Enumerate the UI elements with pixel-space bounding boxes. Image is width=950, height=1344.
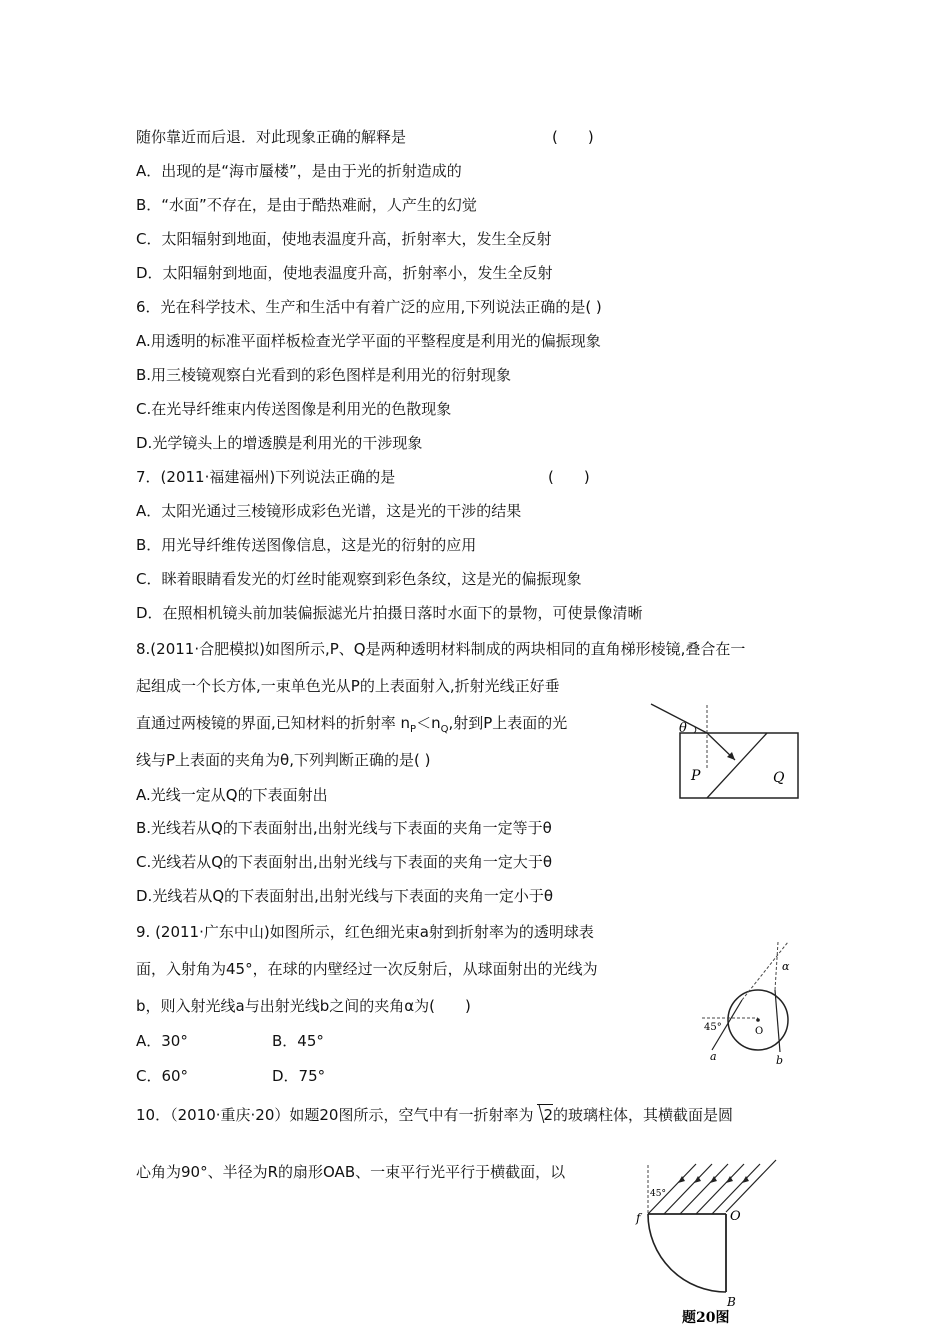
q6-option-a: A.用透明的标准平面样板检查光学平面的平整程度是利用光的偏振现象 xyxy=(136,332,601,350)
q10-angle-label: 45° xyxy=(650,1189,666,1199)
q7-stem: 7．(2011·福建福州)下列说法正确的是 xyxy=(136,468,396,486)
q9-alpha-label: α xyxy=(782,960,790,973)
q7-option-a: A．太阳光通过三棱镜形成彩色光谱，这是光的干涉的结果 xyxy=(136,502,522,520)
q8-stem-line2: 起组成一个长方体,一束单色光从P的上表面射入,折射光线正好垂 xyxy=(136,677,560,695)
q8-q-label: Q xyxy=(773,770,785,786)
q5-stem-tail: 随你靠近而后退．对此现象正确的解释是 xyxy=(136,128,407,146)
q9-stem-line1: 9. (2011·广东中山)如图所示，红色细光束a射到折射率为的透明球表 xyxy=(136,923,594,941)
q10-o-label: O xyxy=(730,1209,741,1224)
q8-sub-p: P xyxy=(410,724,417,735)
q10-sector-figure xyxy=(630,1150,790,1335)
q5-option-a: A．出现的是“海市蜃楼”，是由于光的折射造成的 xyxy=(136,162,462,180)
q9-stem-line2: 面，入射角为45°，在球的内壁经过一次反射后，从球面射出的光线为 xyxy=(136,960,598,978)
q8-prism-figure xyxy=(645,700,805,805)
q8-option-b: B.光线若从Q的下表面射出,出射光线与下表面的夹角一定等于θ xyxy=(136,819,552,837)
q6-stem: 6．光在科学技术、生产和生活中有着广泛的应用,下列说法正确的是( ) xyxy=(136,298,602,316)
q8-option-c: C.光线若从Q的下表面射出,出射光线与下表面的夹角一定大于θ xyxy=(136,853,552,871)
q5-option-d: D．太阳辐射到地面，使地表温度升高，折射率小，发生全反射 xyxy=(136,264,553,282)
q10-arc-ab xyxy=(648,1214,726,1292)
q10-figure-caption: 题20图 xyxy=(682,1310,730,1326)
q5-option-c: C．太阳辐射到地面，使地表温度升高，折射率大，发生全反射 xyxy=(136,230,552,248)
q6-option-c: C.在光导纤维束内传送图像是利用光的色散现象 xyxy=(136,400,452,418)
q8-interface-line xyxy=(707,733,767,798)
q9-sphere-figure xyxy=(700,940,800,1065)
q8-option-d: D.光线若从Q的下表面射出,出射光线与下表面的夹角一定小于θ xyxy=(136,887,554,905)
q7-option-c: C．眯着眼睛看发光的灯丝时能观察到彩色条纹，这是光的偏振现象 xyxy=(136,570,582,588)
q5-answer-paren: ( ) xyxy=(552,128,594,146)
q10-line1-a: 10．（2010·重庆·20）如题20图所示，空气中有一折射率为 xyxy=(136,1106,534,1124)
q10-stem-line2: 心角为90°、半径为R的扇形OAB、一束平行光平行于横截面，以 xyxy=(136,1163,566,1181)
q8-theta-label: θ xyxy=(679,721,687,736)
q10-stem-line1 xyxy=(136,1104,733,1125)
q10-line1-b: 的玻璃柱体，其横截面是圆 xyxy=(553,1106,734,1124)
q8-theta-arc xyxy=(694,727,696,733)
q10-sqrt xyxy=(537,1104,553,1125)
q7-option-d: D．在照相机镜头前加装偏振滤光片拍摄日落时水面下的景物，可使景像清晰 xyxy=(136,604,643,622)
q8-p-label: P xyxy=(691,768,701,784)
q9-option-d: D．75° xyxy=(272,1067,326,1085)
q8-line3-c: ,射到P上表面的光 xyxy=(448,714,568,732)
q8-stem-line4: 线与P上表面的夹角为θ,下列判断正确的是( ) xyxy=(136,751,431,769)
q6-option-b: B.用三棱镜观察白光看到的彩色图样是利用光的衍射现象 xyxy=(136,366,512,384)
q8-rectangle xyxy=(680,733,798,798)
q9-option-c: C．60° xyxy=(136,1067,189,1085)
q8-line3-b: ＜n xyxy=(416,714,441,732)
q10-ray-6 xyxy=(726,1160,776,1212)
q8-stem-line3 xyxy=(136,713,567,740)
q9-stem-line3: b，则入射光线a与出射光线b之间的夹角α为( ) xyxy=(136,997,471,1015)
q8-sub-q: Q xyxy=(440,724,449,735)
q10-a-label: f xyxy=(636,1211,641,1225)
q10-b-label: B xyxy=(727,1295,736,1309)
q9-a-label: a xyxy=(710,1050,717,1063)
q7-answer-paren: ( ) xyxy=(548,468,590,486)
q9-option-a: A．30° xyxy=(136,1032,188,1050)
q9-option-b: B．45° xyxy=(272,1032,324,1050)
q10-sqrt-value: 2 xyxy=(543,1106,554,1124)
q9-exit-extension xyxy=(775,942,778,990)
q9-center-dot xyxy=(756,1018,760,1022)
q9-center-label: O xyxy=(755,1026,764,1037)
q5-option-b: B．“水面”不存在，是由于酷热难耐，人产生的幻觉 xyxy=(136,196,477,214)
q8-line3-a: 直通过两棱镜的界面,已知材料的折射率 n xyxy=(136,714,411,732)
q8-option-a: A.光线一定从Q的下表面射出 xyxy=(136,786,328,804)
q8-stem-line1: 8.(2011·合肥模拟)如图所示,P、Q是两种透明材料制成的两块相同的直角梯形棱镜,叠合在一 xyxy=(136,640,746,658)
q9-b-label: b xyxy=(776,1054,784,1067)
q7-option-b: B．用光导纤维传送图像信息，这是光的衍射的应用 xyxy=(136,536,477,554)
q9-angle-label: 45° xyxy=(704,1022,722,1033)
q6-option-d: D.光学镜头上的增透膜是利用光的干涉现象 xyxy=(136,434,423,452)
